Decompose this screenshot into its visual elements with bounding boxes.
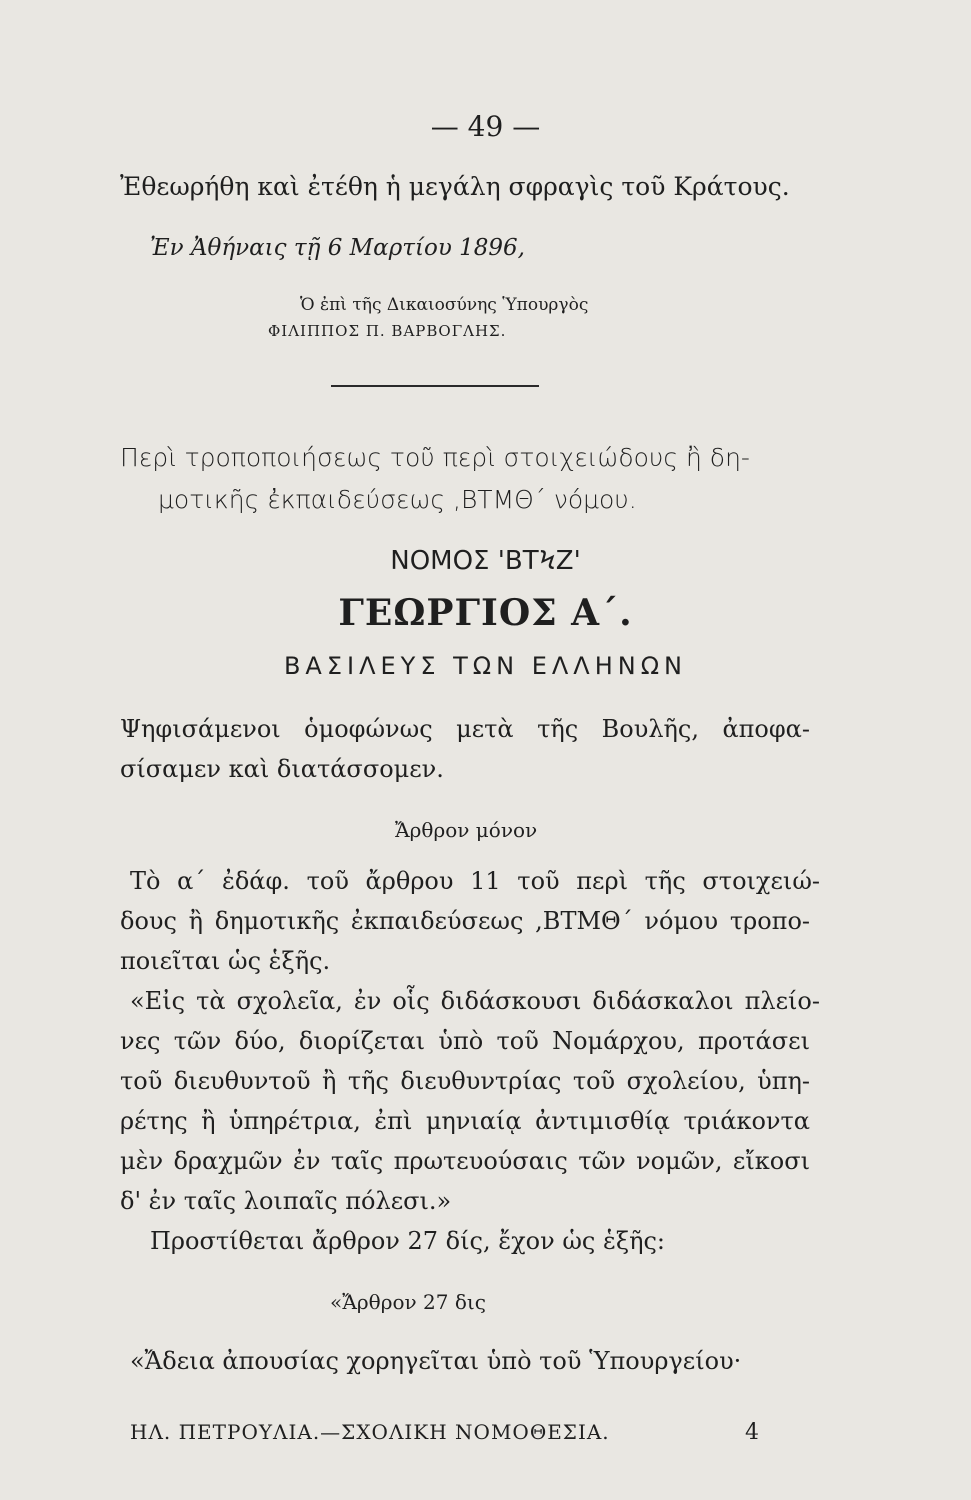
law-number: ΝΟΜΟΣ 'ΒΤϞΖ' [390, 546, 581, 576]
section-divider [331, 385, 539, 387]
sealed-line: Ἐθεωρήθη καὶ ἐτέθη ἡ μεγάλη σφραγὶς τοῦ Κράτους. [120, 172, 790, 201]
page-number: — 49 — [430, 110, 541, 143]
article27-heading: «Ἄρθρον 27 δις [330, 1290, 486, 1314]
body-line: «Εἰς τὰ σχολεῖα, ἐν οἷς διδάσκουσι διδάσκαλοι πλείο- [130, 987, 820, 1015]
minister-title: Ὁ ἐπὶ τῆς Δικαιοσύνης Ὑπουργὸς [300, 295, 589, 315]
preamble-line-2: σίσαμεν καὶ διατάσσομεν. [120, 755, 444, 783]
body-line: τοῦ διευθυντοῦ ἢ τῆς διευθυντρίας τοῦ σχολείου, ὑπη- [120, 1067, 810, 1095]
date-line: Ἐν Ἀθήναις τῇ 6 Μαρτίου 1896, [150, 235, 525, 261]
addition-line: Προστίθεται ἄρθρον 27 δίς, ἔχον ὡς ἑξῆς: [150, 1227, 665, 1255]
king-name: ΓΕΩΡΓΙΟΣ Α΄. [338, 592, 633, 634]
body-line: δους ἢ δημοτικῆς ἐκπαιδεύσεως ,ΒΤΜΘ΄ νόμου τροπο- [120, 907, 810, 935]
subject-line-2: μοτικῆς ἐκπαιδεύσεως ,ΒΤΜΘ΄ νόμου. [158, 485, 637, 514]
body-line: δ' ἐν ταῖς λοιπαῖς πόλεσι.» [120, 1187, 452, 1215]
footer-author-title: ΗΛ. ΠΕΤΡΟΥΛΙΑ.—ΣΧΟΛΙΚΗ ΝΟΜΟΘΕΣΙΑ. [130, 1420, 610, 1444]
body-line: ποιεῖται ὡς ἑξῆς. [120, 947, 331, 975]
body-line: μὲν δραχμῶν ἐν ταῖς πρωτευούσαις τῶν νομῶν, εἴκοσι [120, 1147, 810, 1175]
footer-signature-mark: 4 [745, 1420, 759, 1445]
body-line: νες τῶν δύο, διορίζεται ὑπὸ τοῦ Νομάρχου, προτάσει [120, 1027, 810, 1055]
body-line: ρέτης ἢ ὑπηρέτρια, ἐπὶ μηνιαίᾳ ἀντιμισθίᾳ τριάκοντα [120, 1107, 810, 1135]
last-body-line: «Ἄδεια ἀπουσίας χορηγεῖται ὑπὸ τοῦ Ὑπουργείου· [130, 1347, 742, 1375]
minister-name: ΦΙΛΙΠΠΟΣ Π. ΒΑΡΒΟΓΛΗΣ. [268, 322, 507, 340]
preamble-line-1: Ψηφισάμενοι ὁμοφώνως μετὰ τῆς Βουλῆς, ἀποφα- [120, 715, 810, 743]
article-heading: Ἄρθρον μόνον [395, 818, 538, 842]
subject-line-1: Περὶ τροποποιήσεως τοῦ περὶ στοιχειώδους ἢ δη- [120, 443, 750, 472]
king-title: ΒΑΣΙΛΕΥΣ ΤΩΝ ΕΛΛΗΝΩΝ [283, 652, 688, 680]
body-line: Τὸ α΄ ἐδάφ. τοῦ ἄρθρου 11 τοῦ περὶ τῆς στοιχειώ- [130, 867, 820, 895]
